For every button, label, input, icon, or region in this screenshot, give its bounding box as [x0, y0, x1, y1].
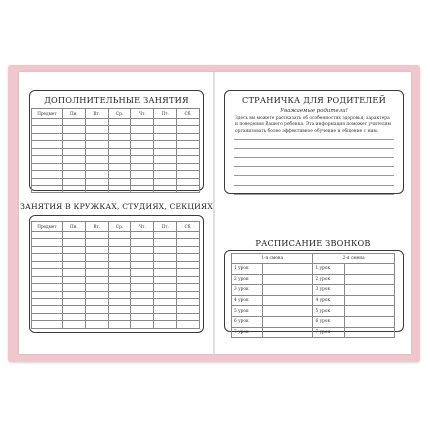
table-cell: [85, 291, 108, 298]
table-row: [32, 232, 200, 239]
clubs-header-0: Предмет: [32, 222, 63, 232]
clubs-box: [20, 202, 213, 333]
table-cell: [85, 148, 108, 155]
table-cell: [154, 261, 177, 268]
table-cell: [154, 239, 177, 246]
table-row: [32, 254, 200, 261]
table-row: [32, 148, 200, 155]
extra-lessons-header-0: Предмет: [32, 109, 63, 119]
table-row: [32, 119, 200, 126]
table-cell: [131, 141, 154, 148]
table-cell: [177, 156, 200, 163]
table-cell: [62, 148, 85, 155]
table-row: [32, 321, 200, 328]
bells-row: [232, 306, 395, 317]
lesson-label: 6 урок: [232, 316, 263, 327]
table-row: [32, 261, 200, 268]
table-cell: [62, 185, 85, 192]
table-cell: [32, 276, 63, 283]
extra-lessons-table: [31, 108, 200, 193]
parents-greeting: Уважаемые родители!: [280, 108, 348, 114]
writing-lines: [234, 131, 394, 195]
table-cell: [131, 291, 154, 298]
time-cell: [344, 306, 394, 317]
table-cell: [62, 321, 85, 328]
table-cell: [177, 321, 200, 328]
time-cell: [263, 316, 313, 327]
table-cell: [131, 239, 154, 246]
table-cell: [131, 148, 154, 155]
table-cell: [62, 232, 85, 239]
table-cell: [85, 261, 108, 268]
table-cell: [177, 133, 200, 140]
table-cell: [154, 133, 177, 140]
table-cell: [131, 185, 154, 192]
time-cell: [344, 264, 394, 275]
extra-lessons-header-6: Сб.: [177, 109, 200, 119]
table-cell: [32, 141, 63, 148]
clubs-header-3: Ср.: [108, 222, 131, 232]
table-cell: [85, 141, 108, 148]
table-cell: [108, 254, 131, 261]
table-cell: [154, 232, 177, 239]
table-cell: [154, 185, 177, 192]
clubs-header-1: Пн.: [62, 222, 85, 232]
table-cell: [177, 291, 200, 298]
table-cell: [177, 298, 200, 305]
table-cell: [154, 141, 177, 148]
time-cell: [344, 274, 394, 285]
table-cell: [32, 321, 63, 328]
time-cell: [263, 264, 313, 275]
table-cell: [108, 246, 131, 253]
table-row: [32, 246, 200, 253]
table-cell: [154, 254, 177, 261]
table-cell: [177, 126, 200, 133]
table-cell: [62, 246, 85, 253]
extra-lessons-header-2: Вт.: [85, 109, 108, 119]
table-cell: [32, 163, 63, 170]
table-cell: [32, 254, 63, 261]
table-cell: [108, 133, 131, 140]
lesson-label: 7 урок: [232, 327, 263, 338]
table-cell: [131, 269, 154, 276]
table-cell: [62, 284, 85, 291]
extra-lessons-header-5: Пт.: [154, 109, 177, 119]
table-cell: [154, 148, 177, 155]
table-cell: [131, 163, 154, 170]
table-cell: [62, 178, 85, 185]
table-cell: [32, 178, 63, 185]
table-cell: [131, 276, 154, 283]
parents-text: Здесь вы можете рассказать об особенностях здоровья, характера и поведения Вашего ребенка. Эта информация поможет учителям организовать более эффективное обучение и общение с ним.: [235, 116, 391, 134]
table-row: [32, 126, 200, 133]
table-cell: [177, 232, 200, 239]
clubs-table: [31, 221, 200, 329]
table-cell: [85, 232, 108, 239]
table-cell: [177, 178, 200, 185]
table-row: [32, 313, 200, 320]
table-cell: [32, 313, 63, 320]
table-cell: [131, 321, 154, 328]
table-cell: [131, 306, 154, 313]
table-cell: [177, 269, 200, 276]
table-cell: [85, 133, 108, 140]
table-cell: [62, 156, 85, 163]
table-cell: [32, 269, 63, 276]
table-cell: [131, 126, 154, 133]
table-cell: [85, 246, 108, 253]
table-cell: [62, 126, 85, 133]
left-page: [19, 72, 215, 354]
table-cell: [177, 185, 200, 192]
table-cell: [108, 163, 131, 170]
table-cell: [108, 298, 131, 305]
table-cell: [154, 178, 177, 185]
lesson-label: 6 урок: [313, 316, 344, 327]
table-row: [32, 291, 200, 298]
table-cell: [108, 232, 131, 239]
lesson-label: 5 урок: [313, 306, 344, 317]
table-cell: [85, 306, 108, 313]
table-cell: [85, 269, 108, 276]
table-cell: [154, 321, 177, 328]
lesson-label: 4 урок: [232, 295, 263, 306]
table-cell: [108, 291, 131, 298]
bells-shift2-header: 2-я смена: [313, 254, 395, 264]
table-cell: [85, 254, 108, 261]
table-cell: [85, 284, 108, 291]
table-cell: [131, 133, 154, 140]
table-cell: [108, 239, 131, 246]
table-cell: [108, 261, 131, 268]
lesson-label: 3 урок: [232, 285, 263, 296]
table-cell: [154, 284, 177, 291]
table-cell: [32, 291, 63, 298]
table-cell: [62, 141, 85, 148]
table-cell: [32, 133, 63, 140]
table-row: [32, 298, 200, 305]
table-cell: [108, 313, 131, 320]
clubs-header-6: Сб.: [177, 222, 200, 232]
table-cell: [108, 269, 131, 276]
table-row: [32, 306, 200, 313]
lesson-label: 4 урок: [313, 295, 344, 306]
table-cell: [177, 141, 200, 148]
bells-row: [232, 274, 395, 285]
table-cell: [32, 284, 63, 291]
table-cell: [131, 178, 154, 185]
table-cell: [62, 306, 85, 313]
table-cell: [85, 239, 108, 246]
table-cell: [131, 156, 154, 163]
table-cell: [108, 321, 131, 328]
right-page: [215, 72, 411, 354]
table-cell: [108, 156, 131, 163]
bells-row: [232, 295, 395, 306]
table-cell: [32, 232, 63, 239]
bells-row: [232, 285, 395, 296]
lesson-label: 5 урок: [232, 306, 263, 317]
table-cell: [62, 171, 85, 178]
extra-lessons-header-4: Чт.: [131, 109, 154, 119]
table-cell: [154, 313, 177, 320]
table-cell: [131, 284, 154, 291]
table-cell: [131, 246, 154, 253]
table-cell: [85, 321, 108, 328]
table-row: [32, 141, 200, 148]
table-row: [32, 171, 200, 178]
table-cell: [85, 171, 108, 178]
clubs-header-5: Пт.: [154, 222, 177, 232]
time-cell: [263, 285, 313, 296]
table-cell: [154, 126, 177, 133]
table-cell: [32, 246, 63, 253]
table-cell: [32, 185, 63, 192]
table-cell: [32, 119, 63, 126]
table-cell: [32, 239, 63, 246]
table-row: [32, 163, 200, 170]
lesson-label: 1 урок: [313, 264, 344, 275]
extra-lessons-header-1: Пн.: [62, 109, 85, 119]
table-cell: [108, 284, 131, 291]
table-cell: [62, 298, 85, 305]
clubs-header-4: Чт.: [131, 222, 154, 232]
table-cell: [85, 313, 108, 320]
table-cell: [154, 276, 177, 283]
table-cell: [131, 171, 154, 178]
table-cell: [154, 156, 177, 163]
table-cell: [32, 148, 63, 155]
table-cell: [154, 163, 177, 170]
table-cell: [131, 261, 154, 268]
table-cell: [85, 156, 108, 163]
table-cell: [177, 254, 200, 261]
table-cell: [62, 163, 85, 170]
table-cell: [177, 261, 200, 268]
extra-lessons-header-3: Ср.: [108, 109, 131, 119]
time-cell: [263, 306, 313, 317]
lesson-label: 3 урок: [313, 285, 344, 296]
table-cell: [177, 163, 200, 170]
lesson-label: 2 урок: [313, 274, 344, 285]
table-cell: [32, 298, 63, 305]
table-cell: [108, 126, 131, 133]
table-row: [32, 185, 200, 192]
bells-row: [232, 264, 395, 275]
table-row: [32, 133, 200, 140]
table-cell: [62, 269, 85, 276]
table-cell: [62, 133, 85, 140]
table-cell: [62, 254, 85, 261]
lesson-label: 2 урок: [232, 274, 263, 285]
table-cell: [154, 171, 177, 178]
table-cell: [32, 171, 63, 178]
table-cell: [62, 276, 85, 283]
table-cell: [131, 313, 154, 320]
time-cell: [263, 274, 313, 285]
parents-title: СТРАНИЧКА ДЛЯ РОДИТЕЛЕЙ: [242, 95, 386, 105]
table-cell: [85, 119, 108, 126]
table-cell: [108, 185, 131, 192]
time-cell: [344, 295, 394, 306]
table-cell: [131, 119, 154, 126]
table-cell: [108, 148, 131, 155]
bells-row: [232, 327, 395, 338]
time-cell: [263, 295, 313, 306]
table-cell: [32, 261, 63, 268]
table-cell: [85, 178, 108, 185]
table-cell: [62, 313, 85, 320]
bells-title: РАСПИСАНИЕ ЗВОНКОВ: [255, 238, 371, 248]
table-cell: [131, 232, 154, 239]
table-cell: [177, 148, 200, 155]
time-cell: [344, 327, 394, 338]
table-cell: [108, 119, 131, 126]
table-cell: [108, 276, 131, 283]
table-row: [32, 284, 200, 291]
table-cell: [108, 141, 131, 148]
parents-box: [224, 90, 404, 194]
bells-box: [224, 250, 404, 335]
table-cell: [85, 298, 108, 305]
table-row: [32, 178, 200, 185]
lesson-label: 7 урок: [313, 327, 344, 338]
table-cell: [154, 246, 177, 253]
clubs-header-2: Вт.: [85, 222, 108, 232]
table-cell: [177, 171, 200, 178]
table-cell: [131, 254, 154, 261]
table-cell: [177, 306, 200, 313]
table-cell: [154, 306, 177, 313]
table-cell: [108, 178, 131, 185]
table-cell: [177, 276, 200, 283]
bells-row: [232, 316, 395, 327]
table-cell: [32, 156, 63, 163]
table-cell: [154, 119, 177, 126]
table-cell: [62, 239, 85, 246]
table-cell: [177, 313, 200, 320]
time-cell: [344, 316, 394, 327]
table-cell: [131, 298, 154, 305]
table-cell: [177, 246, 200, 253]
table-cell: [32, 126, 63, 133]
table-cell: [177, 119, 200, 126]
table-cell: [62, 119, 85, 126]
table-cell: [62, 261, 85, 268]
time-cell: [344, 285, 394, 296]
clubs-title: ЗАНЯТИЯ В КРУЖКАХ, СТУДИЯХ, СЕКЦИЯХ: [20, 202, 213, 211]
extra-lessons-box: [29, 90, 204, 191]
bells-table: [231, 253, 395, 338]
bells-shift1-header: 1-я смена: [232, 254, 313, 264]
table-cell: [177, 239, 200, 246]
table-cell: [32, 306, 63, 313]
table-row: [32, 239, 200, 246]
time-cell: [263, 327, 313, 338]
table-row: [32, 269, 200, 276]
extra-lessons-title: ДОПОЛНИТЕЛЬНЫЕ ЗАНЯТИЯ: [44, 95, 189, 105]
table-cell: [62, 291, 85, 298]
table-row: [32, 156, 200, 163]
table-cell: [85, 276, 108, 283]
table-cell: [85, 126, 108, 133]
table-cell: [85, 163, 108, 170]
table-cell: [154, 269, 177, 276]
table-cell: [154, 298, 177, 305]
table-cell: [177, 284, 200, 291]
table-cell: [85, 185, 108, 192]
table-cell: [108, 306, 131, 313]
table-row: [32, 276, 200, 283]
table-cell: [108, 171, 131, 178]
table-cell: [154, 291, 177, 298]
lesson-label: 1 урок: [232, 264, 263, 275]
